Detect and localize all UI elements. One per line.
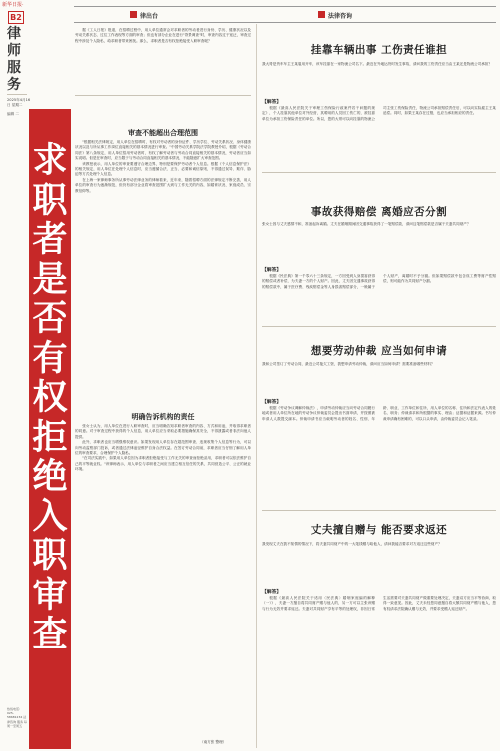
qa3-answer — [262, 406, 496, 506]
qa2-title: 事故获得赔偿 离婚应否分割 — [310, 206, 448, 218]
qa3-answer-label: 【解答】 — [262, 400, 282, 405]
qa1-title: 挂靠车辆出事 工伤责任谁担 — [310, 44, 448, 56]
qa4-question: 我发现丈夫在我不知情的情况下，将夫妻共同财产中的一大笔钱赠与给他人，请问我能否要求对方返还这些财产？ — [262, 542, 442, 546]
section-left-label: 律出台 — [140, 13, 159, 20]
qa2-answer — [262, 274, 496, 322]
section-icon — [130, 11, 137, 18]
body-paragraph: 此外，求职者也应当增强维权意识。如果发现用人单位存在超范围审查、违规收集个人信息等行为，可以向劳动监察部门投诉，或者通过法律途径维护自身合法权益。在签订劳动合同前，求职者应当仔细了解用人单位的审查要求，合理保护个人隐私。 — [75, 440, 251, 456]
page-date: 2025年4月16日 星期二 — [7, 98, 31, 107]
section-right-label: 法律咨询 — [328, 13, 353, 20]
banner-title: 求职者是否有权拒绝入职审查 — [32, 140, 68, 655]
qa2-question: 张女士因与丈夫感情不和，准备起诉离婚。丈夫在婚姻期间因交通事故获得了一笔赔偿款，请问这笔赔偿款是否属于夫妻共同财产？ — [262, 222, 471, 226]
section-icon — [318, 11, 325, 18]
left-column-note: 热线电话：025-58681234 法律咨询 服务 每周一至周五 — [7, 707, 27, 728]
section1-heading: 审查不能超出合理范围 — [128, 129, 198, 137]
intro-paragraph: 据《工人日报》报道，在招聘过程中，用人单位通常会对求职者的劳动者进行身份、学历、健康状况以及劳动关系状态、过往工作表现等方面的审查；但也有部分企业在进行"背景调查"时，审查内容过于宽泛，审查过程中涉及个人隐私，给求职者带来困扰。那么，求职者是否有权拒绝接受入职审查呢？ — [75, 28, 251, 43]
answer-paragraph: 根据《民法典》第一千零六十三条规定，一方因受到人身损害获得的赔偿或者补偿，为夫妻一方的个人财产。因此，丈夫因交通事故获得的赔偿款中，属于医疗费、残疾赔偿金等人身损害赔偿部分，一般属于个人财产，离婚时不予分割。但如果赔偿款中包含误工费等财产性赔偿，则可能作为共同财产分割。 — [262, 274, 496, 289]
article-intro — [75, 28, 251, 92]
editor-name: 编辑 二 — [7, 112, 19, 116]
qa4-answer-label: 【解答】 — [262, 590, 282, 595]
answer-paragraph: 根据《劳动争议调解仲裁法》，申请劳动仲裁应当向劳动合同履行地或者用人单位所在地的劳动争议仲裁委员会提出书面申请，并按照被申请人人数提交副本。仲裁申请书应当载明劳动者的姓名、性别、年龄、职业、工作单位和住所，用人单位的名称、住所和法定代表人的姓名、职务；仲裁请求和所根据的事实、理由；证据和证据来源。书写仲裁申请确有困难的，可以口头申请，由仲裁委员会记入笔录。 — [262, 406, 496, 421]
qa1-answer-label: 【解答】 — [262, 100, 282, 105]
section2-body — [75, 424, 251, 736]
section-title: 律师服务 — [7, 26, 21, 93]
qa3-title: 想要劳动仲裁 应当如何申请 — [310, 345, 448, 357]
body-paragraph: 张女士认为，用人单位在进行入职审查时，应当明确告知求职者审查的内容、方式和用途，并取得求职者的同意。对于审查过程中获得的个人信息，用人单位应当采取必要措施确保其安全，不得泄露或者非法向他人提供。 — [75, 424, 251, 439]
title-banner — [29, 109, 71, 749]
answer-paragraph: 根据《最高人民法院关于审理工伤保险行政案件若干问题的规定》，个人挂靠其他单位对外经营，其聘用的人员因工伤亡的，被挂靠单位为承担工伤保险责任的单位。所以，您的大哥可以向挂靠的物流公司主张工伤保险责任，物流公司承担赔偿责任后，可以向实际雇主王某追偿。同时，如果王某存在过错，也应当承担相应的责任。 — [262, 106, 496, 121]
article-byline: （南方张 整理） — [200, 740, 227, 744]
corner-mark: 新华日报· — [2, 2, 24, 8]
qa4-title: 丈夫擅自赠与 能否要求返还 — [310, 524, 448, 536]
answer-paragraph: 根据《最高人民法院关于适用〈民法典〉婚姻家庭编的解释（一）》，夫妻一方擅自将共同财产赠与他人的，另一方可以主张该赠与行为无效并要求返还。夫妻对共同财产享有平等的处理权，非因日常生活需要对夫妻共同财产做重要处理决定，夫妻双方应当平等协商，取得一致意见。因此，丈夫未经您同意擅自将大额共同财产赠与他人，您有权请求法院确认赠与无效，并要求受赠人返还财产。 — [262, 596, 496, 611]
qa3-question: 我和公司签订了劳动合同，最近公司拖欠工资，我想申请劳动仲裁，请问应当如何申请？需要准备哪些材料？ — [262, 362, 435, 366]
qa1-answer — [262, 106, 496, 168]
page-number: B2 — [8, 11, 24, 24]
qa4-answer — [262, 596, 496, 744]
body-paragraph: "根据相关法律规定，用人单位在招聘时，有权对劳动者的身份证件、学历学位、劳动关系状况、身体健康状况以及与所从事工作岗位直接相关的基本情况进行审查。"中国劳动关系学院法学院教授介绍，根据《劳动合同法》第八条规定，用人单位招用劳动者时，有权了解劳动者与劳动合同直接相关的基本情况，劳动者应当如实说明。但是在审查时，应当限于与劳动合同直接相关的基本情况，不能随意扩大审查范围。 — [75, 140, 251, 161]
body-paragraph: 在上海一家律师事务所从事劳动法律业务的律师看来，近年来，随着招聘方面的法律规定不断完善，用人单位的审查行为逐渐规范，但仍有部分企业将审查范围扩大到与工作无关的内容，如婚育状况、家庭成员、宗教信仰等。 — [75, 177, 251, 193]
body-paragraph: "在司法实践中，如果用人单位因为求职者拒绝接受与工作无关的审查而拒绝录用，求职者可以依法维护自己的平等就业权。"该律师表示，用人单位与求职者之间应当建立相互信任的关系，共同营造公平、公正的就业环境。 — [75, 456, 251, 472]
section2-heading: 明确告诉机构的责任 — [131, 413, 195, 421]
qa2-answer-label: 【解答】 — [262, 268, 282, 273]
section1-body — [75, 140, 251, 408]
qa1-question: 我大哥是货车车主王某雇用开车，该车挂靠在一家物流公司名下。最近在外地运货时发生事故，请问我的工伤责任应当由王某还是物流公司承担？ — [262, 62, 492, 66]
body-paragraph: 该教授表示，用人单位的审查要遵守合理边界，特别是要保护劳动者个人信息。根据《个人信息保护法》的相关规定，用人单位在处理个人信息时，应当遵循合法、正当、必要和诚信原则，不得通过误导、欺诈、胁迫等方式处理个人信息。 — [75, 161, 251, 177]
